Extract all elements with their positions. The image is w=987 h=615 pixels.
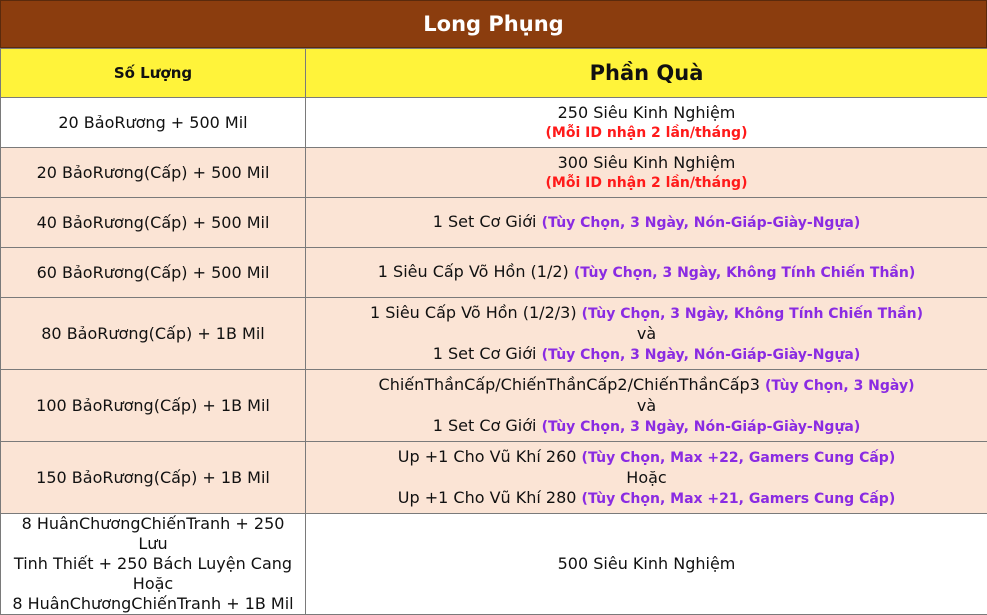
reward-text: 1 Siêu Cấp Võ Hồn (1/2) bbox=[378, 262, 569, 281]
reward-text: 500 Siêu Kinh Nghiệm bbox=[558, 554, 736, 573]
quantity-cell: 60 BảoRương(Cấp) + 500 Mil bbox=[1, 248, 306, 298]
table-row bbox=[1, 198, 987, 248]
reward-text: 1 Set Cơ Giới bbox=[433, 212, 537, 231]
reward-text: 1 Set Cơ Giới bbox=[433, 416, 537, 435]
quantity-connector: Hoặc bbox=[5, 574, 301, 594]
reward-text: Up +1 Cho Vũ Khí 280 bbox=[398, 488, 577, 507]
reward-limit-note: (Mỗi ID nhận 2 lần/tháng) bbox=[310, 123, 983, 143]
reward-option-note: (Tùy Chọn, 3 Ngày) bbox=[765, 378, 915, 394]
reward-option-note: (Tùy Chọn, Max +22, Gamers Cung Cấp) bbox=[582, 450, 896, 466]
reward-text: 1 Siêu Cấp Võ Hồn (1/2/3) bbox=[370, 303, 577, 322]
reward-option-note: (Tùy Chọn, 3 Ngày, Không Tính Chiến Thần) bbox=[574, 265, 915, 281]
header-row bbox=[1, 49, 987, 98]
quantity-line: 8 HuânChươngChiếnTranh + 1B Mil bbox=[5, 594, 301, 614]
table-title: Long Phụng bbox=[0, 0, 987, 48]
reward-cell bbox=[306, 298, 987, 370]
reward-cell bbox=[306, 442, 987, 514]
table-row bbox=[1, 298, 987, 370]
table-row bbox=[1, 98, 987, 148]
reward-text: 300 Siêu Kinh Nghiệm bbox=[310, 153, 983, 173]
reward-connector: và bbox=[310, 396, 983, 416]
reward-limit-note: (Mỗi ID nhận 2 lần/tháng) bbox=[310, 173, 983, 193]
reward-connector: Hoặc bbox=[310, 468, 983, 488]
quantity-cell: 40 BảoRương(Cấp) + 500 Mil bbox=[1, 198, 306, 248]
header-reward: Phần Quà bbox=[306, 49, 987, 98]
quantity-cell: 20 BảoRương(Cấp) + 500 Mil bbox=[1, 148, 306, 198]
reward-option-note: (Tùy Chọn, 3 Ngày, Nón-Giáp-Giày-Ngựa) bbox=[542, 347, 861, 363]
reward-option-note: (Tùy Chọn, 3 Ngày, Nón-Giáp-Giày-Ngựa) bbox=[542, 215, 861, 231]
quantity-cell: 150 BảoRương(Cấp) + 1B Mil bbox=[1, 442, 306, 514]
quantity-cell: 80 BảoRương(Cấp) + 1B Mil bbox=[1, 298, 306, 370]
reward-cell bbox=[306, 514, 987, 615]
header-quantity: Số Lượng bbox=[1, 49, 306, 98]
reward-option-note: (Tùy Chọn, 3 Ngày, Không Tính Chiến Thần) bbox=[582, 306, 923, 322]
table-row bbox=[1, 148, 987, 198]
reward-cell bbox=[306, 198, 987, 248]
reward-option-note: (Tùy Chọn, Max +21, Gamers Cung Cấp) bbox=[582, 491, 896, 507]
table-row bbox=[1, 442, 987, 514]
reward-text: 250 Siêu Kinh Nghiệm bbox=[310, 103, 983, 123]
reward-cell bbox=[306, 248, 987, 298]
reward-cell bbox=[306, 370, 987, 442]
table-row bbox=[1, 370, 987, 442]
reward-option-note: (Tùy Chọn, 3 Ngày, Nón-Giáp-Giày-Ngựa) bbox=[542, 419, 861, 435]
reward-table bbox=[0, 48, 987, 615]
quantity-cell: 20 BảoRương + 500 Mil bbox=[1, 98, 306, 148]
quantity-cell: 100 BảoRương(Cấp) + 1B Mil bbox=[1, 370, 306, 442]
reward-text: ChiếnThầnCấp/ChiếnThầnCấp2/ChiếnThầnCấp3 bbox=[379, 375, 760, 394]
quantity-line: 8 HuânChươngChiếnTranh + 250 Lưu bbox=[5, 514, 301, 554]
reward-cell bbox=[306, 148, 987, 198]
quantity-cell bbox=[1, 514, 306, 615]
reward-text: 1 Set Cơ Giới bbox=[433, 344, 537, 363]
reward-connector: và bbox=[310, 324, 983, 344]
reward-cell bbox=[306, 98, 987, 148]
reward-text: Up +1 Cho Vũ Khí 260 bbox=[398, 447, 577, 466]
table-row bbox=[1, 514, 987, 615]
table-row bbox=[1, 248, 987, 298]
quantity-line: Tinh Thiết + 250 Bách Luyện Cang bbox=[5, 554, 301, 574]
